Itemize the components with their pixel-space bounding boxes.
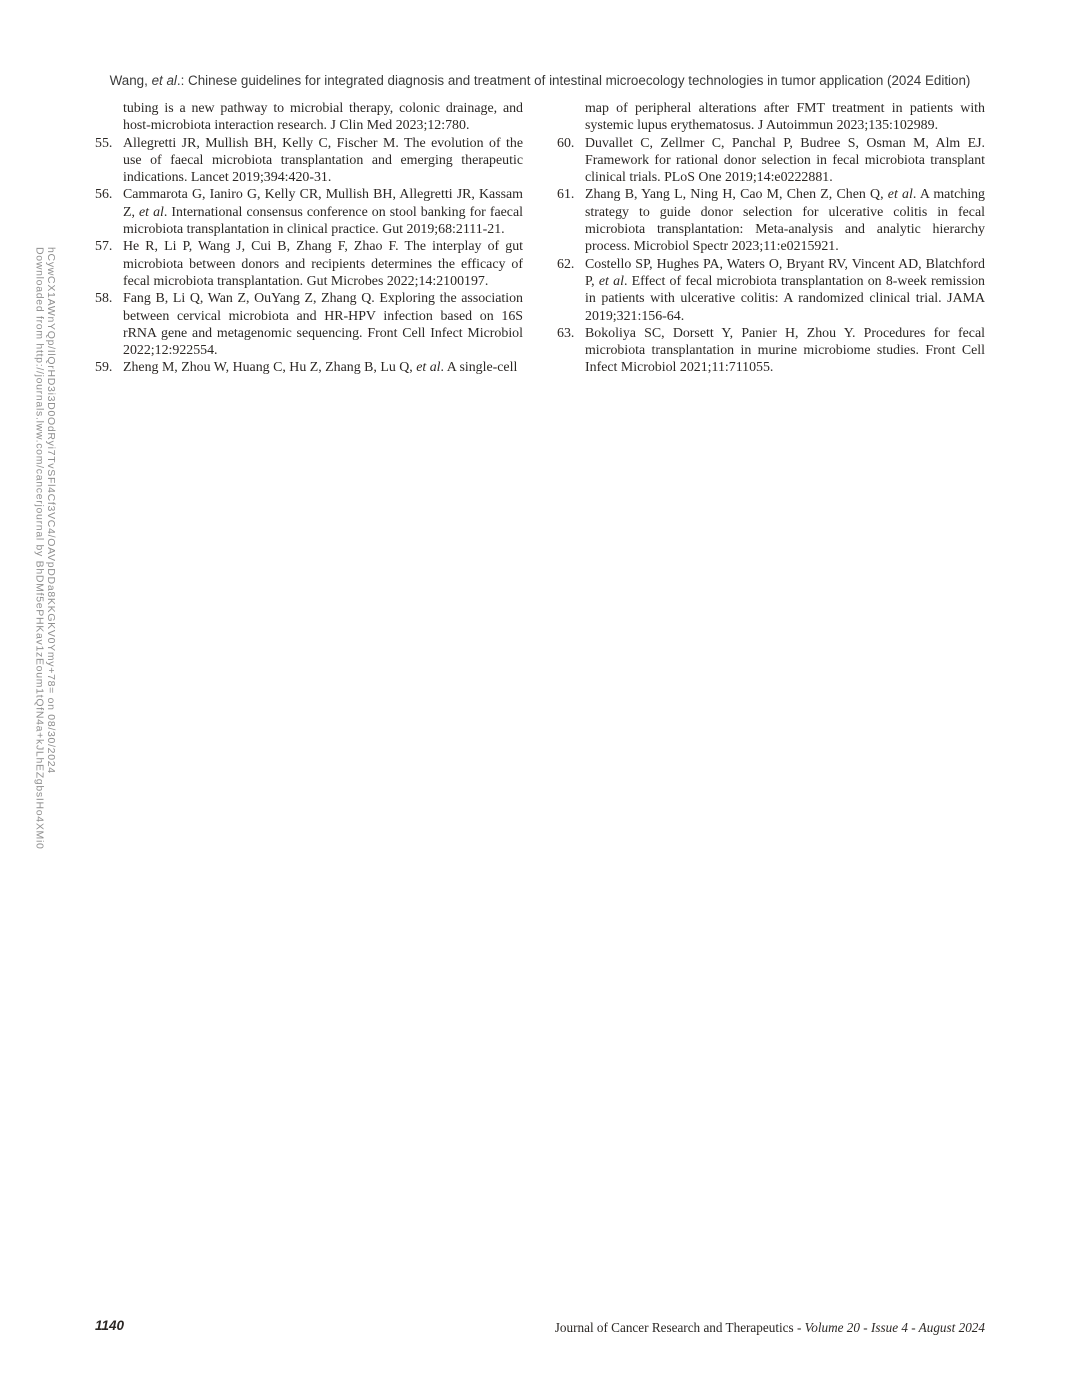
reference-number: 57. (95, 239, 113, 255)
reference-text: Zhang B, Yang L, Ning H, Cao M, Chen Z, Chen Q, et al. A matching strategy to guide donor selection for ulcerative colitis in fecal microbiota transplantation: Meta-analysis and analytic hierarchy process. Microbiol Spectr 2023;11:e0215921. (585, 187, 986, 255)
reference-item (95, 238, 523, 290)
reference-number: 61. (557, 187, 575, 203)
download-watermark (33, 247, 56, 850)
reference-text: He R, Li P, Wang J, Cui B, Zhang F, Zhao F. The interplay of gut microbiota between donors and recipients determines the efficacy of fecal microbiota transplantation. Gut Microbes 2022;14:2100197. (123, 239, 523, 289)
reference-text: Zheng M, Zhou W, Huang C, Hu Z, Zhang B, Lu Q, et al. A single-cell (123, 360, 518, 376)
page-number: 1140 (95, 1318, 125, 1333)
reference-columns (95, 100, 985, 377)
running-head-title: .: Chinese guidelines for integrated diagnosis and treatment of intestinal microecology technologies in tumor application (2024 Edition) (176, 73, 971, 88)
reference-item (95, 135, 523, 187)
watermark-line-1: Downloaded from http://journals.lww.com/cancerjournal by BhDMf5ePHKav1zEoum1tQfN4a+kJLhEZgbsIHo4XMi0 (33, 247, 46, 850)
reference-text: Duvallet C, Zellmer C, Panchal P, Budree S, Osman M, Alm EJ. Framework for rational donor selection in fecal microbiota transplant clinical trials. PLoS One 2019;14:e0222881. (585, 135, 985, 186)
reference-text: Costello SP, Hughes PA, Waters O, Bryant RV, Vincent AD, Blatchford P, et al. Effect of fecal microbiota transplantation on 8-week remission in patients with ulcerative colitis: A randomized clinical trial. JAMA 2019;321:156-64. (585, 256, 985, 324)
reference-item (95, 100, 523, 135)
reference-text: Fang B, Li Q, Wan Z, OuYang Z, Zhang Q. Exploring the association between cervical microbiota and HR-HPV infection based on 16S rRNA gene and metagenomic sequencing. Front Cell Infect Microbiol 2022;12:922554. (123, 291, 523, 359)
reference-number: 62. (557, 256, 575, 272)
reference-item (95, 186, 523, 238)
reference-item (557, 186, 985, 255)
reference-item (557, 135, 985, 187)
running-head-authors: Wang, (109, 73, 152, 88)
issue-info: Volume 20 - Issue 4 - August 2024 (804, 1320, 985, 1335)
journal-footer (555, 1320, 985, 1336)
reference-number: 56. (95, 187, 113, 203)
reference-column-right (557, 100, 985, 377)
reference-item (557, 325, 985, 377)
running-head-etal: et al (151, 73, 177, 88)
journal-name: Journal of Cancer Research and Therapeutics (554, 1320, 794, 1335)
reference-item (557, 256, 985, 325)
reference-number: 63. (557, 325, 575, 341)
reference-text: map of peripheral alterations after FMT treatment in patients with systemic lupus erythematosus. J Autoimmun 2023;135:102989. (585, 101, 985, 134)
reference-text: Cammarota G, Ianiro G, Kelly CR, Mullish BH, Allegretti JR, Kassam Z, et al. International consensus conference on stool banking for faecal microbiota transplantation in clinical practice. Gut 2019;68:2111-21. (123, 187, 523, 238)
reference-text: tubing is a new pathway to microbial therapy, colonic drainage, and host-microbiota interaction research. J Clin Med 2023;12:780. (123, 101, 523, 134)
running-head (95, 73, 985, 88)
watermark-line-2: hCywCX1AWnYQp/IlQrHD3i3D0OdRyi7TvSFl4Cf3VC4/OAVpDDa8KKGKV0Ymy+78= on 08/30/2024 (45, 247, 57, 774)
reference-number: 55. (95, 135, 113, 151)
footer-separator: - (793, 1320, 805, 1335)
reference-column-left (95, 100, 523, 377)
reference-text: Bokoliya SC, Dorsett Y, Panier H, Zhou Y. Procedures for fecal microbiota transplantation in murine microbiome studies. Front Cell Infect Microbiol 2021;11:711055. (585, 325, 985, 376)
reference-item (557, 100, 985, 135)
reference-item (95, 290, 523, 359)
reference-number: 58. (95, 291, 113, 307)
reference-number: 60. (557, 135, 575, 151)
reference-number: 59. (95, 360, 113, 376)
reference-text: Allegretti JR, Mullish BH, Kelly C, Fischer M. The evolution of the use of faecal microbiota transplantation and emerging therapeutic indications. Lancet 2019;394:420-31. (123, 135, 523, 186)
reference-item (95, 359, 523, 376)
